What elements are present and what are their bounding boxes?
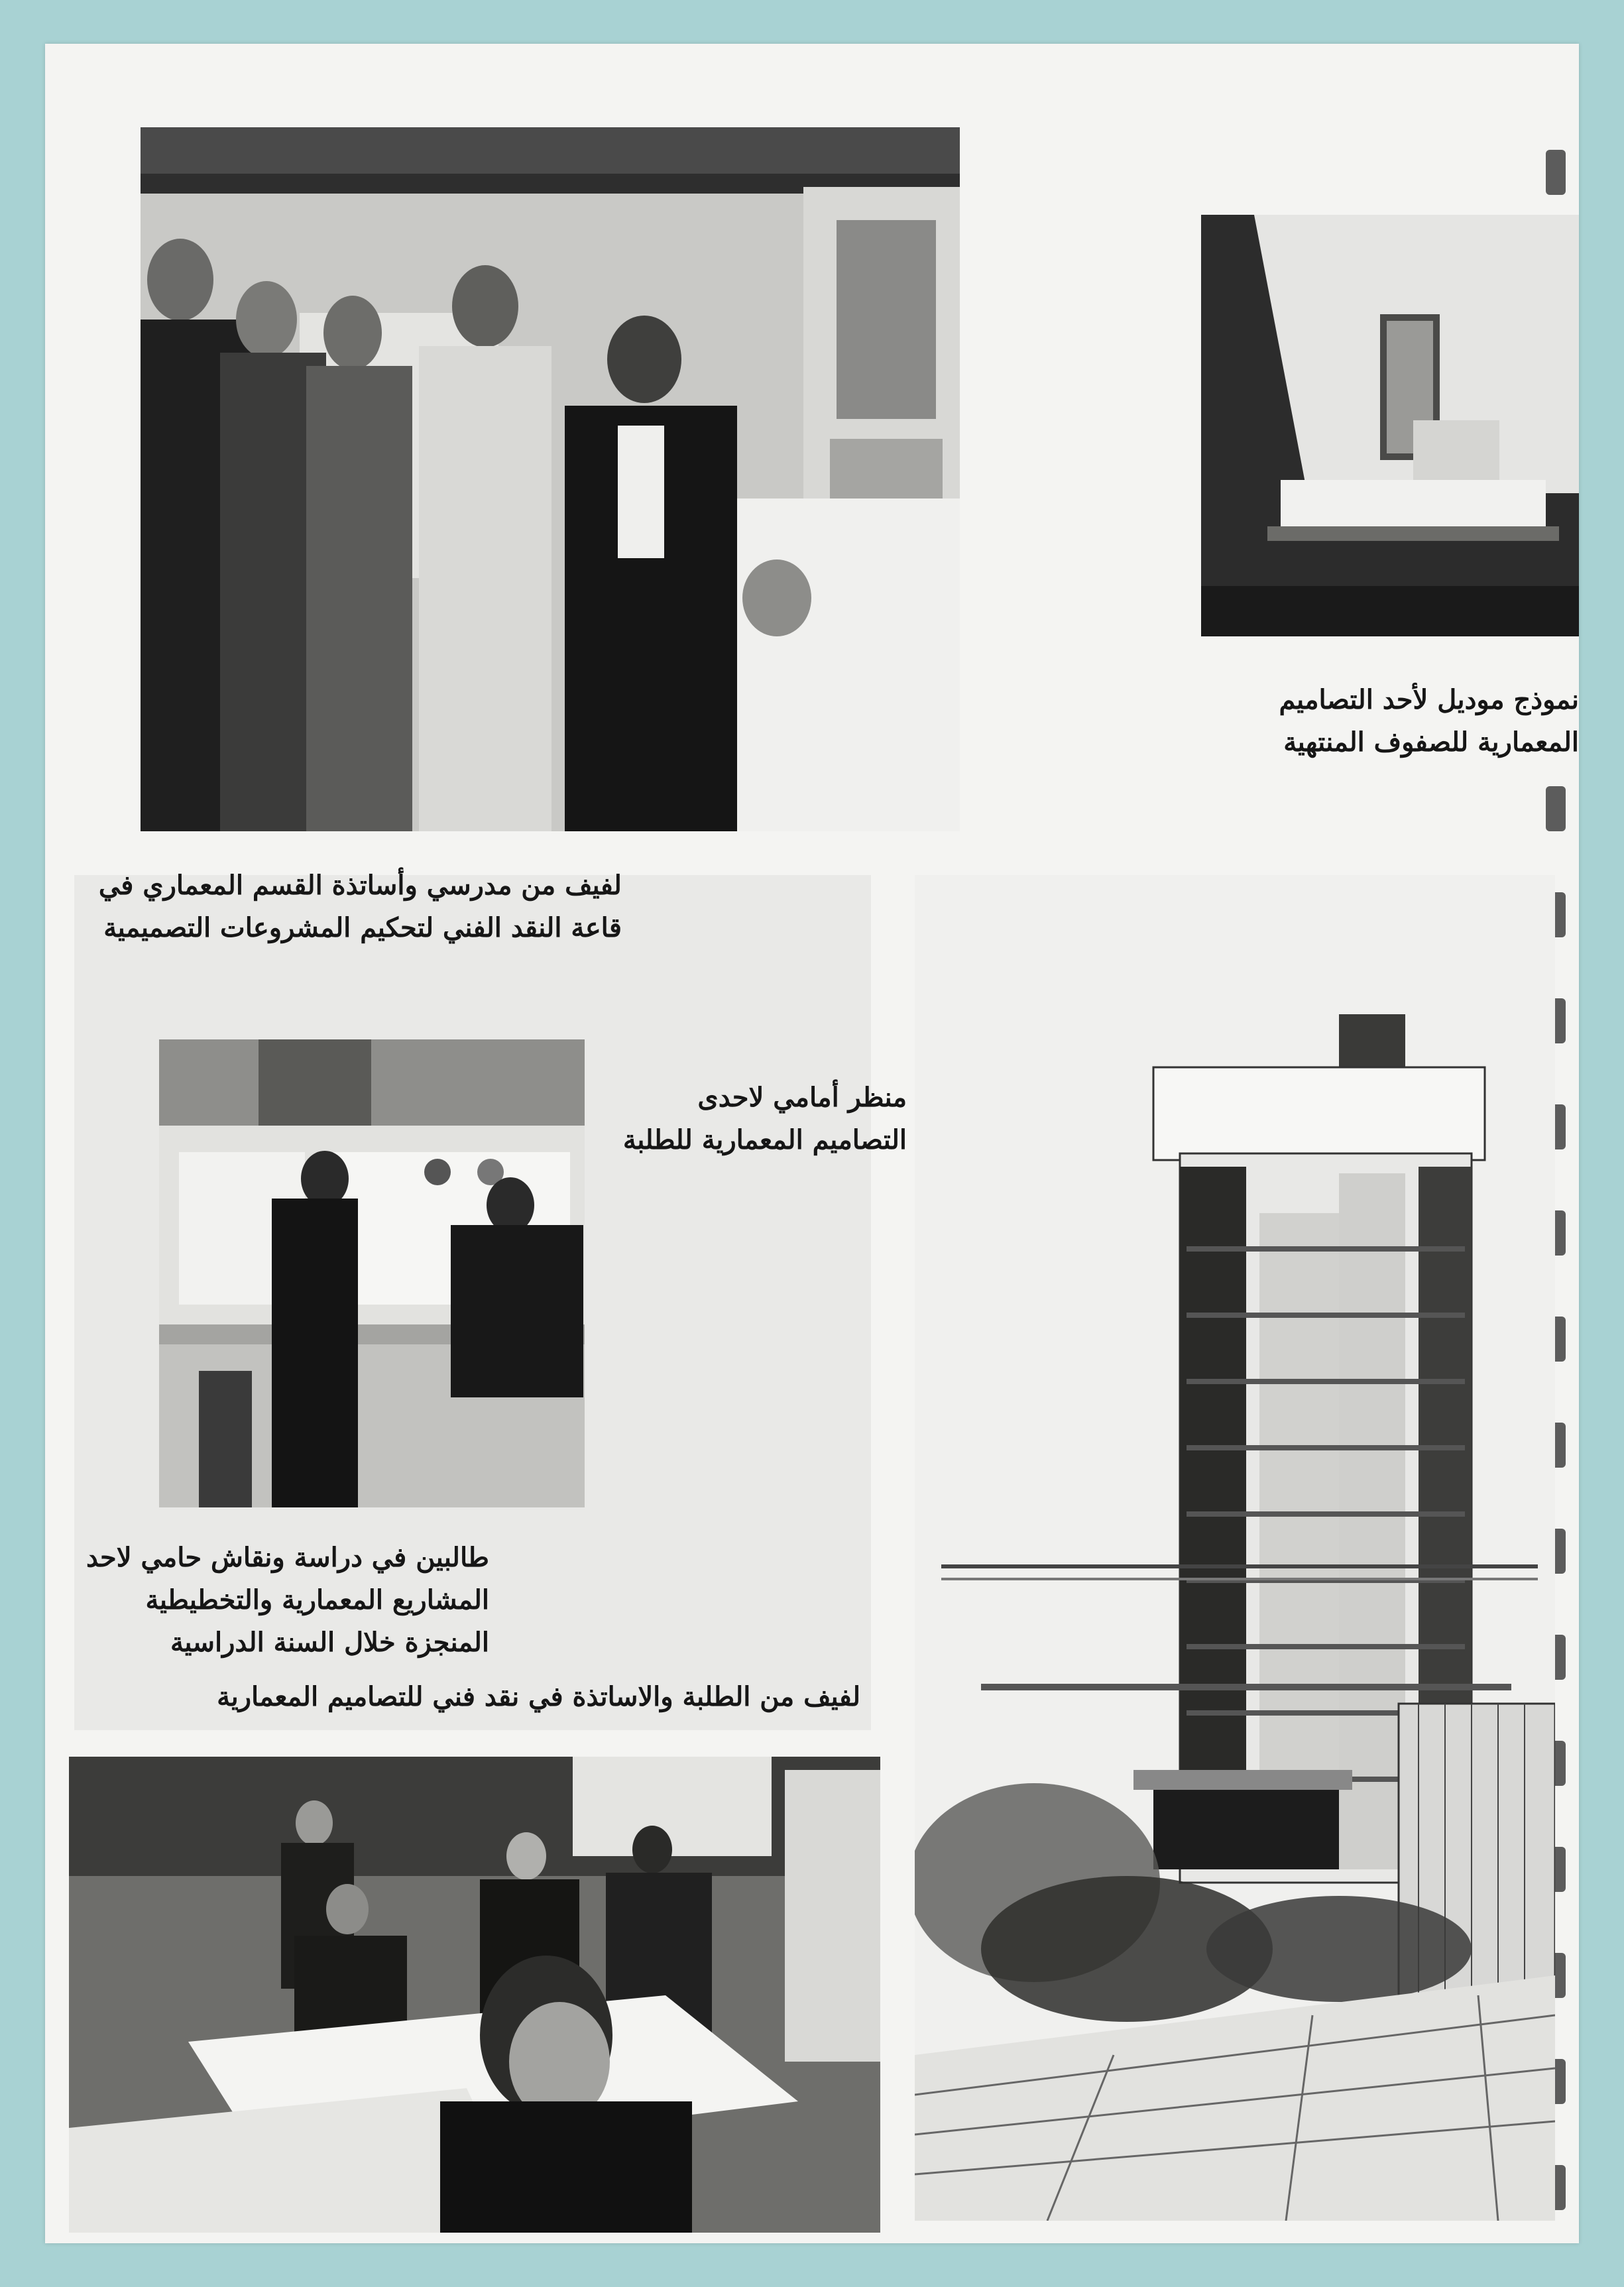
caption-line: المشاريع المعمارية والتخطيطية (145, 1584, 489, 1615)
students-discussion-photo (159, 1039, 585, 1507)
architectural-model-photo (1201, 215, 1579, 636)
document-page (45, 44, 1579, 2243)
caption-line: طالبين في دراسة ونقاش حامي لاحد (86, 1542, 489, 1573)
caption-line: لفيف من الطلبة والاساتذة في نقد فني للتصاميم المعمارية (217, 1681, 860, 1712)
critique-caption (145, 1676, 860, 1718)
model-caption (1274, 679, 1579, 764)
students-caption (86, 1537, 489, 1664)
tower-elevation-drawing (915, 875, 1555, 2221)
caption-line: لفيف من مدرسي وأساتذة القسم المعماري في (98, 870, 622, 901)
caption-line: منظر أمامي لاحدى (697, 1082, 907, 1113)
caption-line: المنجزة خلال السنة الدراسية (170, 1627, 489, 1658)
caption-line: قاعة النقد الفني لتحكيم المشروعات التصميمية (103, 912, 622, 943)
caption-line: التصاميم المعمارية للطلبة (622, 1124, 907, 1155)
caption-line: نموذج موديل لأحد التصاميم (1279, 684, 1579, 715)
critique-session-photo (69, 1757, 880, 2233)
faculty-caption (98, 864, 622, 949)
binding-mark (1546, 786, 1566, 831)
front-view-caption (622, 1077, 907, 1161)
binding-mark (1546, 150, 1566, 195)
faculty-group-photo (141, 127, 960, 831)
caption-line: المعمارية للصفوف المنتهية (1283, 727, 1579, 758)
